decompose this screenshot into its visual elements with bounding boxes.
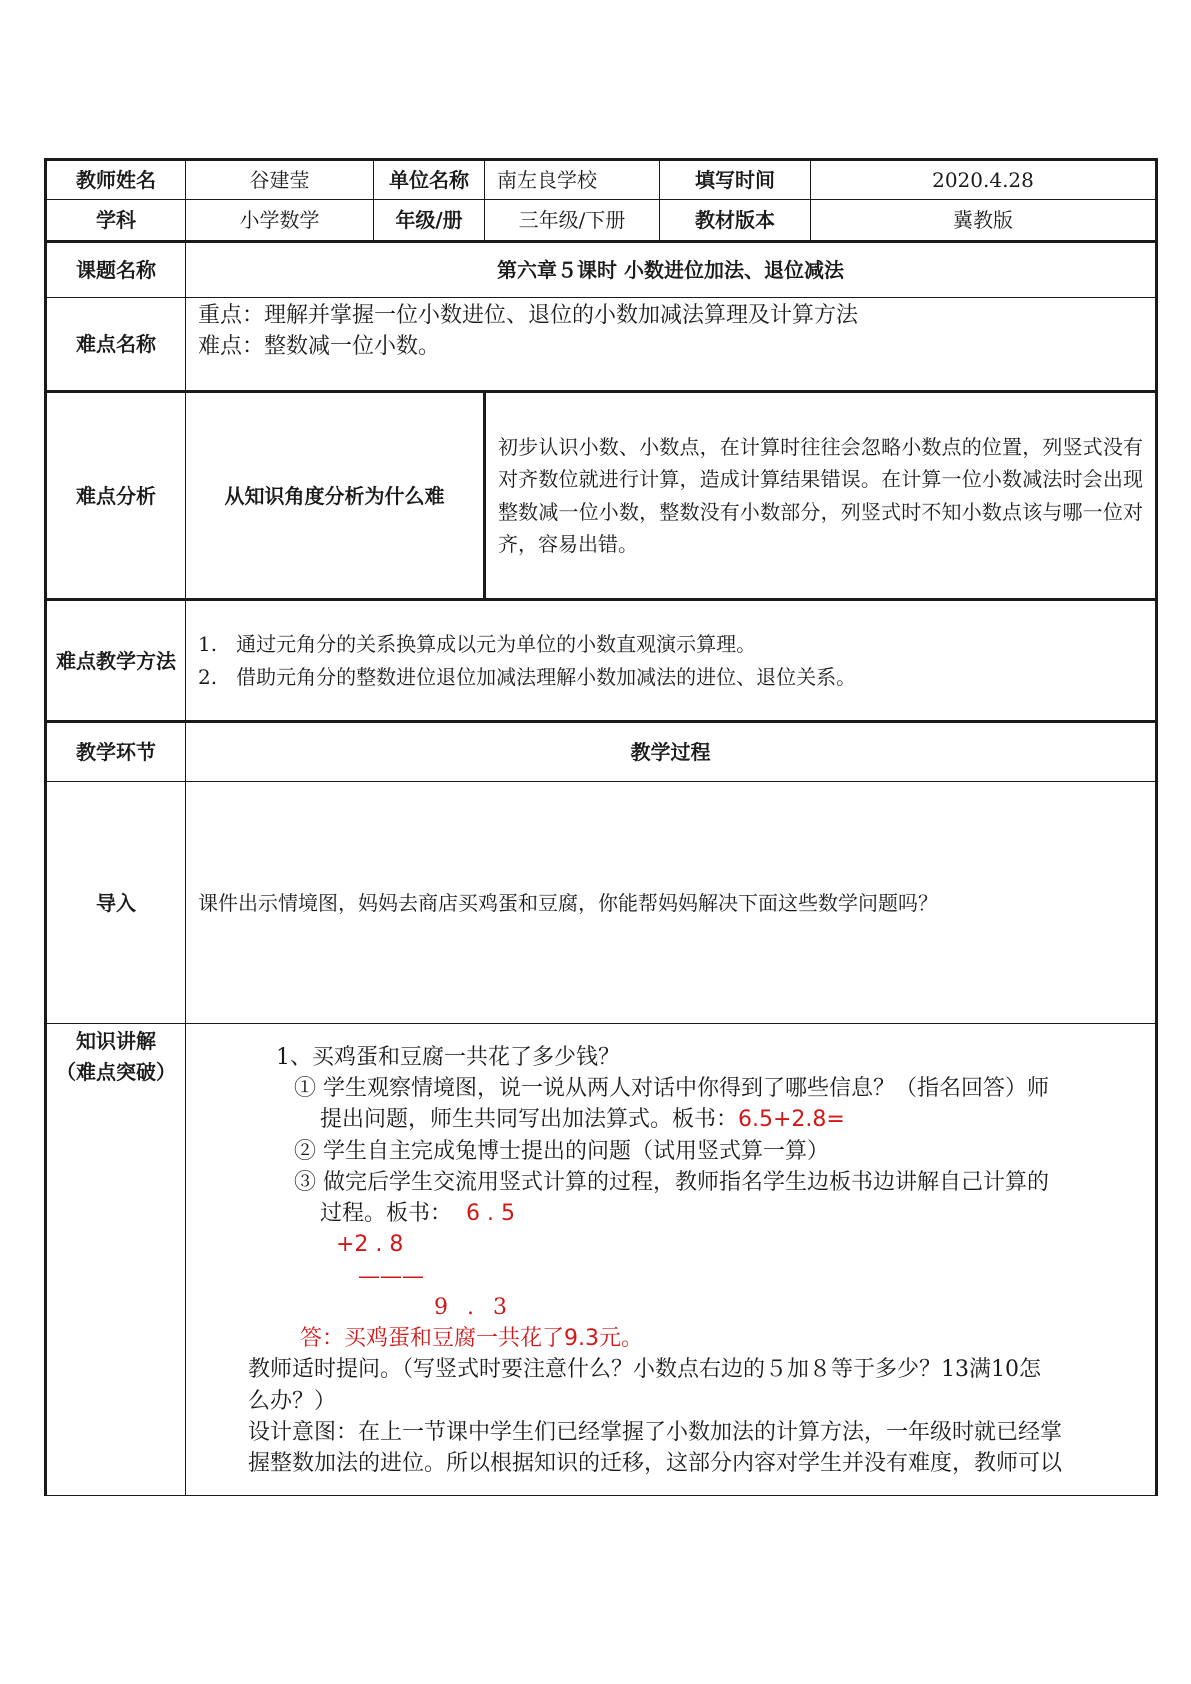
step-2-line: ② 学生自主完成兔博士提出的问题（试用竖式算一算） xyxy=(294,1138,829,1164)
grade-value: 三年级/下册 xyxy=(485,200,660,242)
answer-line xyxy=(198,1323,1143,1354)
question-1: 1、买鸡蛋和豆腐一共花了多少钱？ xyxy=(276,1045,620,1070)
subject-label: 学科 xyxy=(46,200,186,242)
method-item-1-num: 1. xyxy=(198,631,218,656)
method-label: 难点教学方法 xyxy=(46,600,186,722)
process-header-row xyxy=(46,722,1157,782)
teacher-name-label: 教师姓名 xyxy=(46,160,186,200)
analysis-sub-label: 从知识角度分析为什么难 xyxy=(186,392,485,600)
method-item-2-num: 2. xyxy=(198,664,218,689)
knowledge-label-cell xyxy=(46,1024,186,1496)
lesson-plan-table xyxy=(44,158,1158,1496)
fill-date-label: 填写时间 xyxy=(660,160,811,200)
fill-date-value: 2020.4.28 xyxy=(811,160,1157,200)
unit-name-label: 单位名称 xyxy=(374,160,485,200)
step-1-line-a: ① 学生观察情境图，说一说从两人对话中你得到了哪些信息？（指名回答）师 xyxy=(294,1076,1049,1102)
process-label: 教学过程 xyxy=(186,722,1157,782)
difficulty-label: 难点名称 xyxy=(46,298,186,392)
textbook-value: 冀教版 xyxy=(811,200,1157,242)
analysis-label: 难点分析 xyxy=(46,392,186,600)
calc-result: 9 . 3 xyxy=(434,1294,513,1320)
unit-name-value: 南左良学校 xyxy=(485,160,660,200)
design-intent-line-b: 握整数加法的进位。所以根据知识的迁移，这部分内容对学生并没有难度，教师可以 xyxy=(248,1451,1063,1477)
method-item-1 xyxy=(198,628,1143,661)
difficult-point-text: 难点：整数减一位小数。 xyxy=(198,334,441,360)
topic-row xyxy=(46,242,1157,298)
teacher-question-line-a: 教师适时提问。（写竖式时要注意什么？小数点右边的５加８等于多少？13满10怎 xyxy=(248,1357,1041,1383)
method-item-2 xyxy=(198,661,1143,694)
knowledge-label-line1: 知识讲解 xyxy=(76,1029,156,1053)
teacher-name-value: 谷建莹 xyxy=(186,160,374,200)
knowledge-content xyxy=(186,1024,1157,1496)
step-1-text: 提出问题，师生共同写出加法算式。板书： xyxy=(320,1107,739,1133)
method-item-2-text: 借助元角分的整数进位退位加减法理解小数加减法的进位、退位关系。 xyxy=(236,664,857,689)
method-row xyxy=(46,600,1157,722)
intro-row xyxy=(46,782,1157,1024)
difficulty-content xyxy=(186,298,1157,392)
knowledge-label-line2: （难点突破） xyxy=(56,1060,176,1084)
calc-divider: ——— xyxy=(358,1263,424,1289)
stage-label: 教学环节 xyxy=(46,722,186,782)
intro-text: 课件出示情境图，妈妈去商店买鸡蛋和豆腐，你能帮妈妈解决下面这些数学问题吗？ xyxy=(186,782,1157,1024)
analysis-row xyxy=(46,392,1157,600)
addition-formula: 6.5+2.8= xyxy=(738,1107,845,1133)
answer-number: 9.3 xyxy=(564,1326,600,1352)
calc-top-number: 6 . 5 xyxy=(466,1201,515,1227)
header-row-2 xyxy=(46,200,1157,242)
step-3-text: 过程。板书： xyxy=(320,1201,453,1227)
intro-label: 导入 xyxy=(46,782,186,1024)
grade-label: 年级/册 xyxy=(374,200,485,242)
calc-plus-line: +2 . 8 xyxy=(336,1232,404,1258)
key-point-text: 重点：理解并掌握一位小数进位、退位的小数加减法算理及计算方法 xyxy=(198,303,859,328)
topic-label: 课题名称 xyxy=(46,242,186,298)
method-item-1-text: 通过元角分的关系换算成以元为单位的小数直观演示算理。 xyxy=(236,631,757,656)
topic-value: 第六章５课时 小数进位加法、退位减法 xyxy=(186,242,1157,298)
teacher-question-line-b: 么办？） xyxy=(248,1388,337,1414)
knowledge-row xyxy=(46,1024,1157,1496)
answer-unit: 元。 xyxy=(599,1326,644,1352)
textbook-label: 教材版本 xyxy=(660,200,811,242)
method-list xyxy=(186,600,1157,722)
design-intent-line-a: 设计意图：在上一节课中学生们已经掌握了小数加法的计算方法，一年级时就已经掌 xyxy=(248,1419,1063,1445)
step-3-line-a: ③ 做完后学生交流用竖式计算的过程，教师指名学生边板书边讲解自己计算的 xyxy=(294,1169,1049,1195)
analysis-text: 初步认识小数、小数点，在计算时往往会忽略小数点的位置，列竖式没有对齐数位就进行计算，造成计算结果错误。在计算一位小数减法时会出现整数减一位小数，整数没有小数部分，列竖式时不知小数点该与哪一位对齐，容易出错。 xyxy=(485,392,1157,600)
answer-text: 答：买鸡蛋和豆腐一共花了 xyxy=(300,1326,565,1352)
step-3-line-b xyxy=(198,1198,1143,1229)
step-1-line-b xyxy=(198,1104,1143,1135)
difficulty-row xyxy=(46,298,1157,392)
subject-value: 小学数学 xyxy=(186,200,374,242)
header-row-1 xyxy=(46,160,1157,200)
knowledge-block xyxy=(186,1024,1155,1479)
